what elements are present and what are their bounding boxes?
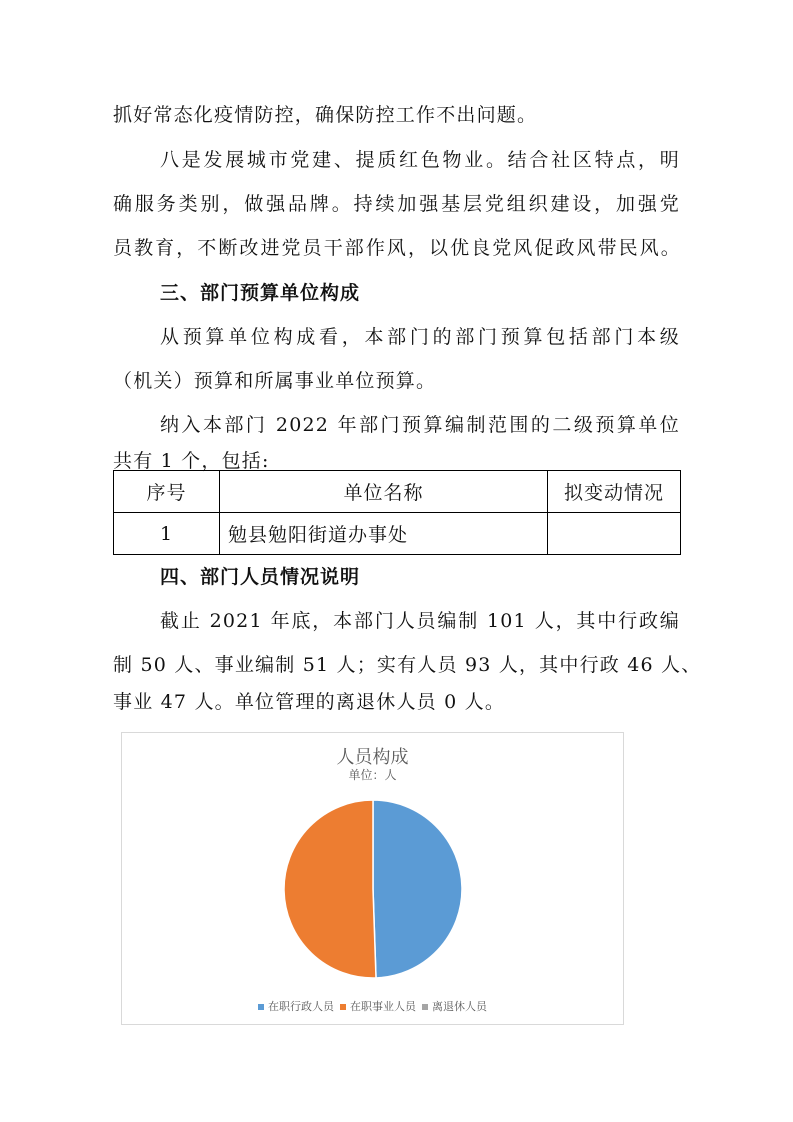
paragraph-line: 员教育，不断改进党员干部作风，以优良党风促政风带民风。 [113, 237, 680, 259]
paragraph-line: 制 50 人、事业编制 51 人；实有人员 93 人，其中行政 46 人、 [113, 654, 702, 676]
pie-slice-2 [284, 800, 376, 978]
paragraph-line: 从预算单位构成看，本部门的部门预算包括部门本级 [160, 326, 680, 348]
legend-label: 离退休人员 [432, 1000, 487, 1013]
paragraph-line: 事业 47 人。单位管理的离退休人员 0 人。 [113, 691, 506, 713]
legend-swatch [340, 1004, 346, 1010]
table-cell [548, 513, 681, 555]
paragraph-line: 八是发展城市党建、提质红色物业。结合社区特点，明 [160, 149, 680, 171]
table-header-cell: 单位名称 [220, 471, 548, 513]
legend-item [422, 998, 487, 1014]
budget-unit-table [113, 470, 681, 555]
personnel-pie-chart [121, 732, 624, 1025]
table-row [114, 513, 681, 555]
paragraph-line: 截止 2021 年底，本部门人员编制 101 人，其中行政编 [160, 610, 680, 632]
table-header-row [114, 471, 681, 513]
section-heading: 四、部门人员情况说明 [160, 566, 361, 588]
chart-legend [122, 998, 623, 1014]
legend-swatch [258, 1004, 264, 1010]
table-cell: 1 [114, 513, 220, 555]
legend-item [340, 998, 416, 1014]
legend-swatch [422, 1004, 428, 1010]
pie-slice-1 [373, 800, 462, 978]
chart-subtitle: 单位：人 [348, 768, 397, 782]
table-cell: 勉县勉阳街道办事处 [220, 513, 548, 555]
paragraph-line: 确服务类别，做强品牌。持续加强基层党组织建设，加强党 [113, 193, 680, 215]
chart-title: 人员构成 [336, 747, 409, 768]
section-heading: 三、部门预算单位构成 [160, 282, 361, 304]
paragraph-line: 抓好常态化疫情防控，确保防控工作不出问题。 [113, 104, 538, 126]
table-header-cell: 序号 [114, 471, 220, 513]
paragraph-line: 纳入本部门 2022 年部门预算编制范围的二级预算单位 [160, 414, 680, 436]
pie-plot-area [122, 733, 623, 1024]
paragraph-line: 共有 1 个，包括: [113, 450, 270, 472]
legend-label: 在职事业人员 [350, 1000, 416, 1013]
legend-item [258, 998, 334, 1014]
legend-label: 在职行政人员 [268, 1000, 334, 1013]
table-header-cell: 拟变动情况 [548, 471, 681, 513]
paragraph-line: （机关）预算和所属事业单位预算。 [113, 370, 437, 392]
